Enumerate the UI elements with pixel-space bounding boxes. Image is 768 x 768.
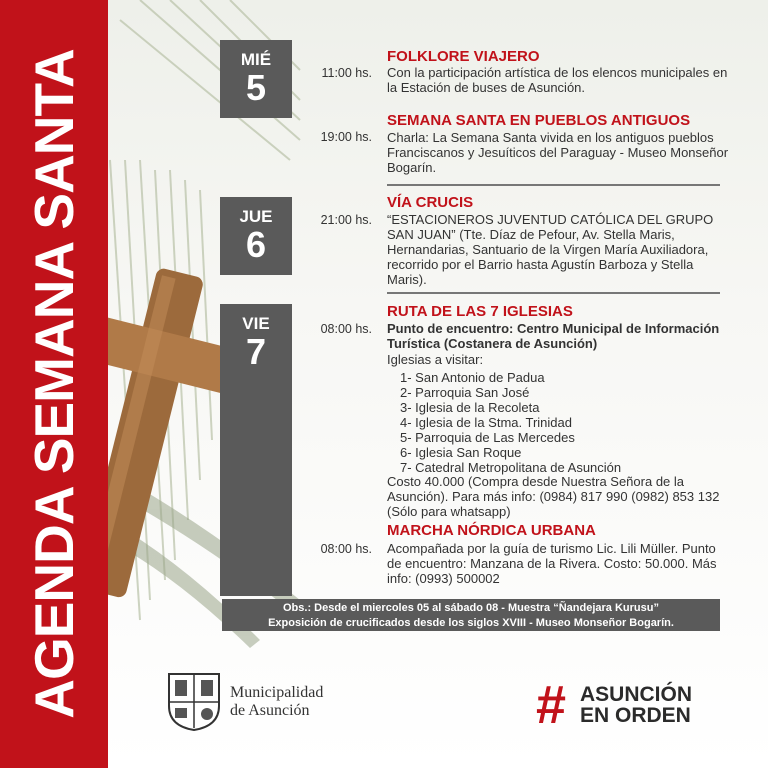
event-description: Acompañada por la guía de turismo Lic. Lili Müller. Punto de encuentro: Manzana de la Rivera. Costo: 50.000. Más info: (0993) 500002 (387, 541, 717, 586)
list-item: 4- Iglesia de la Stma. Trinidad (400, 415, 572, 430)
muni-line: Municipalidad (230, 684, 324, 701)
event-time: 08:00 hs. (320, 322, 372, 336)
list-item: 3- Iglesia de la Recoleta (400, 400, 540, 415)
day-name: VIE (242, 314, 270, 333)
obs-line: Exposición de crucificados desde los siglos XVIII - Museo Monseñor Bogarín. (268, 617, 674, 629)
list-item: 2- Parroquia San José (400, 385, 530, 400)
event-title: MARCHA NÓRDICA URBANA (387, 522, 596, 539)
list-item: 5- Parroquia de Las Mercedes (400, 430, 575, 445)
day-number: 6 (245, 224, 267, 265)
event-description: Con la participación artística de los elencos municipales en la Estación de buses de Asunción. (387, 65, 728, 95)
event-title: SEMANA SANTA EN PUEBLOS ANTIGUOS (387, 112, 691, 129)
day-number: 5 (245, 67, 267, 108)
observation-box (222, 599, 720, 631)
event-time: 21:00 hs. (320, 213, 372, 227)
event-title: RUTA DE LAS 7 IGLESIAS (387, 303, 573, 320)
event-time: 11:00 hs. (321, 66, 372, 80)
list-item: 6- Iglesia San Roque (400, 445, 522, 460)
divider (387, 184, 720, 186)
cost-info: Costo 40.000 (Compra desde Nuestra Señora de la Asunción). Para más info: (0984) 817 990 (0982) 853 132 (Sólo para whatsapp) (387, 474, 720, 519)
municipality-crest-icon (165, 670, 223, 732)
agenda-title: AGENDA SEMANA SANTA (23, 49, 85, 719)
event-time: 19:00 hs. (320, 130, 372, 144)
day-badge-mie (220, 40, 292, 118)
day-name: JUE (239, 207, 273, 226)
hashtag-line: EN ORDEN (580, 704, 691, 727)
event-title: VÍA CRUCIS (387, 194, 474, 211)
event-title: FOLKLORE VIAJERO (387, 48, 540, 65)
churches-intro: Iglesias a visitar: (387, 352, 484, 367)
meeting-point: Punto de encuentro: Centro Municipal de Información Turística (Costanera de Asunción) (387, 321, 720, 351)
event-time: 08:00 hs. (320, 542, 372, 556)
red-side-banner (0, 0, 108, 768)
hashtag-symbol: # (536, 675, 567, 735)
divider (387, 292, 720, 294)
list-item: 1- San Antonio de Padua (400, 370, 545, 385)
municipality-name (230, 684, 323, 720)
muni-line: de Asunción (230, 702, 310, 719)
churches-list (400, 370, 621, 475)
obs-line: Obs.: Desde el miercoles 05 al sábado 08 - Muestra “Ñandejara Kurusu” (283, 602, 659, 614)
event-description: “ESTACIONEROS JUVENTUD CATÓLICA DEL GRUPO SAN JUAN” (Tte. Díaz de Pefour, Av. Stella Maris, Hernandarias, Santuario de la Virgen María Auxiliadora, recorrido por el Barrio hasta Agustín Barboza y Stella Maris). (387, 212, 714, 287)
day-number: 7 (245, 331, 267, 372)
day-badge-vie (220, 304, 292, 382)
hashtag-line: ASUNCIÓN (580, 683, 693, 706)
list-item: 7- Catedral Metropolitana de Asunción (400, 460, 622, 475)
day-badge-jue (220, 197, 292, 275)
event-description: Charla: La Semana Santa vivida en los antiguos pueblos Franciscanos y Jesuíticos del Paraguay - Museo Monseñor Bogarín. (387, 130, 729, 175)
day-name: MIÉ (240, 50, 272, 69)
hashtag-logo (536, 675, 716, 735)
